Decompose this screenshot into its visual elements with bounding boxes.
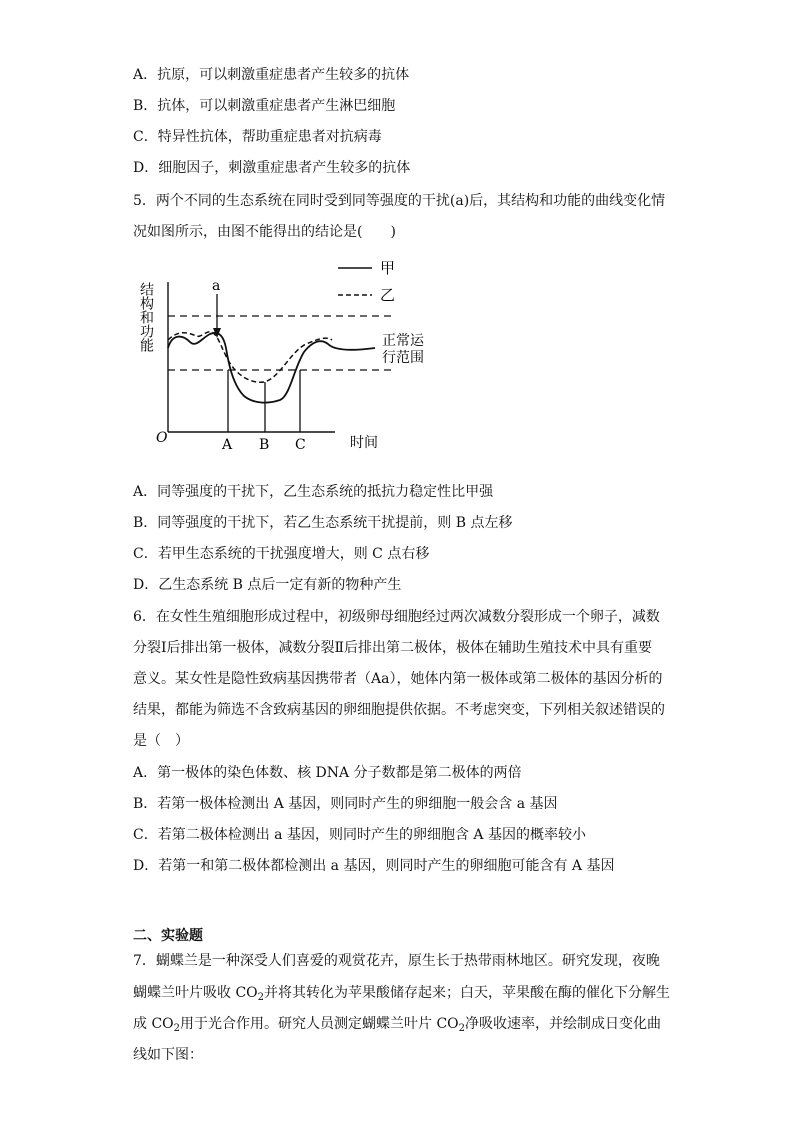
q5-stem-line-2: 况如图所示，由图不能得出的结论是( ) — [133, 224, 396, 240]
x-axis-label: 时间 — [350, 435, 378, 451]
ecosystem-disturbance-figure — [140, 252, 430, 454]
q6-stem-line-1: 6．在女性生殖细胞形成过程中，初级卵母细胞经过两次减数分裂形成一个卵子，减数 — [133, 609, 660, 625]
x-point-b: B — [259, 437, 270, 453]
legend-dashed-label: 乙 — [380, 286, 396, 304]
q5-option-d: D．乙生态系统 B 点后一定有新的物种产生 — [133, 577, 402, 593]
q7-line-2-part-b: 并将其转化为苹果酸储存起来；白天，苹果酸在酶的催化下分解生 — [264, 985, 671, 1001]
legend-solid-label: 甲 — [380, 259, 396, 277]
q7-line-3-subscript-1: 2 — [173, 1023, 181, 1034]
q7-line-3-part-a: 成 CO — [133, 1016, 174, 1032]
q7-line-3-subscript-2: 2 — [458, 1023, 466, 1034]
q5-option-b: B．同等强度的干扰下，若乙生态系统干扰提前，则 B 点左移 — [133, 515, 513, 531]
q4-option-b: B．抗体，可以刺激重症患者产生淋巴细胞 — [133, 98, 396, 114]
q6-stem-line-4: 结果，都能为筛选不含致病基因的卵细胞提供依据。不考虑突变，下列相关叙述错误的 — [133, 702, 665, 718]
x-point-a: A — [222, 437, 233, 453]
q7-line-2-subscript: 2 — [257, 992, 265, 1003]
q5-stem-line-1: 5．两个不同的生态系统在同时受到同等强度的干扰(a)后，其结构和功能的曲线变化情 — [133, 193, 666, 209]
disturbance-label: a — [212, 278, 221, 294]
q7-line-4: 线如下图： — [133, 1047, 203, 1063]
curve-jia — [168, 333, 375, 403]
q5-option-c: C．若甲生态系统的干扰强度增大，则 C 点右移 — [133, 546, 430, 562]
q7-line-2-part-a: 蝴蝶兰叶片吸收 CO — [133, 985, 258, 1001]
q6-stem-line-2: 分裂Ⅰ后排出第一极体，减数分裂Ⅱ后排出第二极体，极体在辅助生殖技术中具有重要 — [133, 640, 653, 656]
q7-line-3-part-b: 用于光合作用。研究人员测定蝴蝶兰叶片 CO — [180, 1016, 459, 1032]
section-title: 二、实验题 — [133, 928, 203, 944]
q6-option-a: A．第一极体的染色体数、核 DNA 分子数都是第二极体的两倍 — [133, 765, 522, 781]
q4-option-a: A．抗原，可以刺激重症患者产生较多的抗体 — [133, 67, 410, 83]
q6-stem-line-5: 是（ ） — [133, 733, 189, 749]
q6-stem-line-3: 意义。某女性是隐性致病基因携带者（Aa），她体内第一极体或第二极体的基因分析的 — [133, 671, 663, 687]
q6-option-b: B．若第一极体检测出 A 基因，则同时产生的卵细胞一般会含 a 基因 — [133, 796, 558, 812]
y-axis-label: 结构和功能 — [138, 282, 154, 352]
q6-option-c: C．若第二极体检测出 a 基因，则同时产生的卵细胞含 A 基因的概率较小 — [133, 827, 586, 843]
q4-option-d: D．细胞因子，刺激重症患者产生较多的抗体 — [133, 160, 411, 176]
q7-line-2 — [133, 984, 670, 1002]
q7-line-3-part-c: 净吸收速率，并绘制成日变化曲 — [465, 1016, 662, 1032]
q7-line-1: 7．蝴蝶兰是一种深受人们喜爱的观赏花卉，原生长于热带雨林地区。研究发现，夜晚 — [133, 953, 660, 969]
range-label-line-1: 正常运 — [382, 333, 424, 349]
origin-label: O — [156, 430, 168, 446]
curve-yi — [168, 332, 332, 383]
range-label-line-2: 行范围 — [382, 350, 424, 366]
q7-line-3 — [133, 1015, 661, 1033]
q6-option-d: D．若第一和第二极体都检测出 a 基因，则同时产生的卵细胞可能含有 A 基因 — [133, 858, 615, 874]
q5-option-a: A．同等强度的干扰下，乙生态系统的抵抗力稳定性比甲强 — [133, 484, 494, 500]
q4-option-c: C．特异性抗体，帮助重症患者对抗病毒 — [133, 129, 382, 145]
x-point-c: C — [295, 437, 306, 453]
